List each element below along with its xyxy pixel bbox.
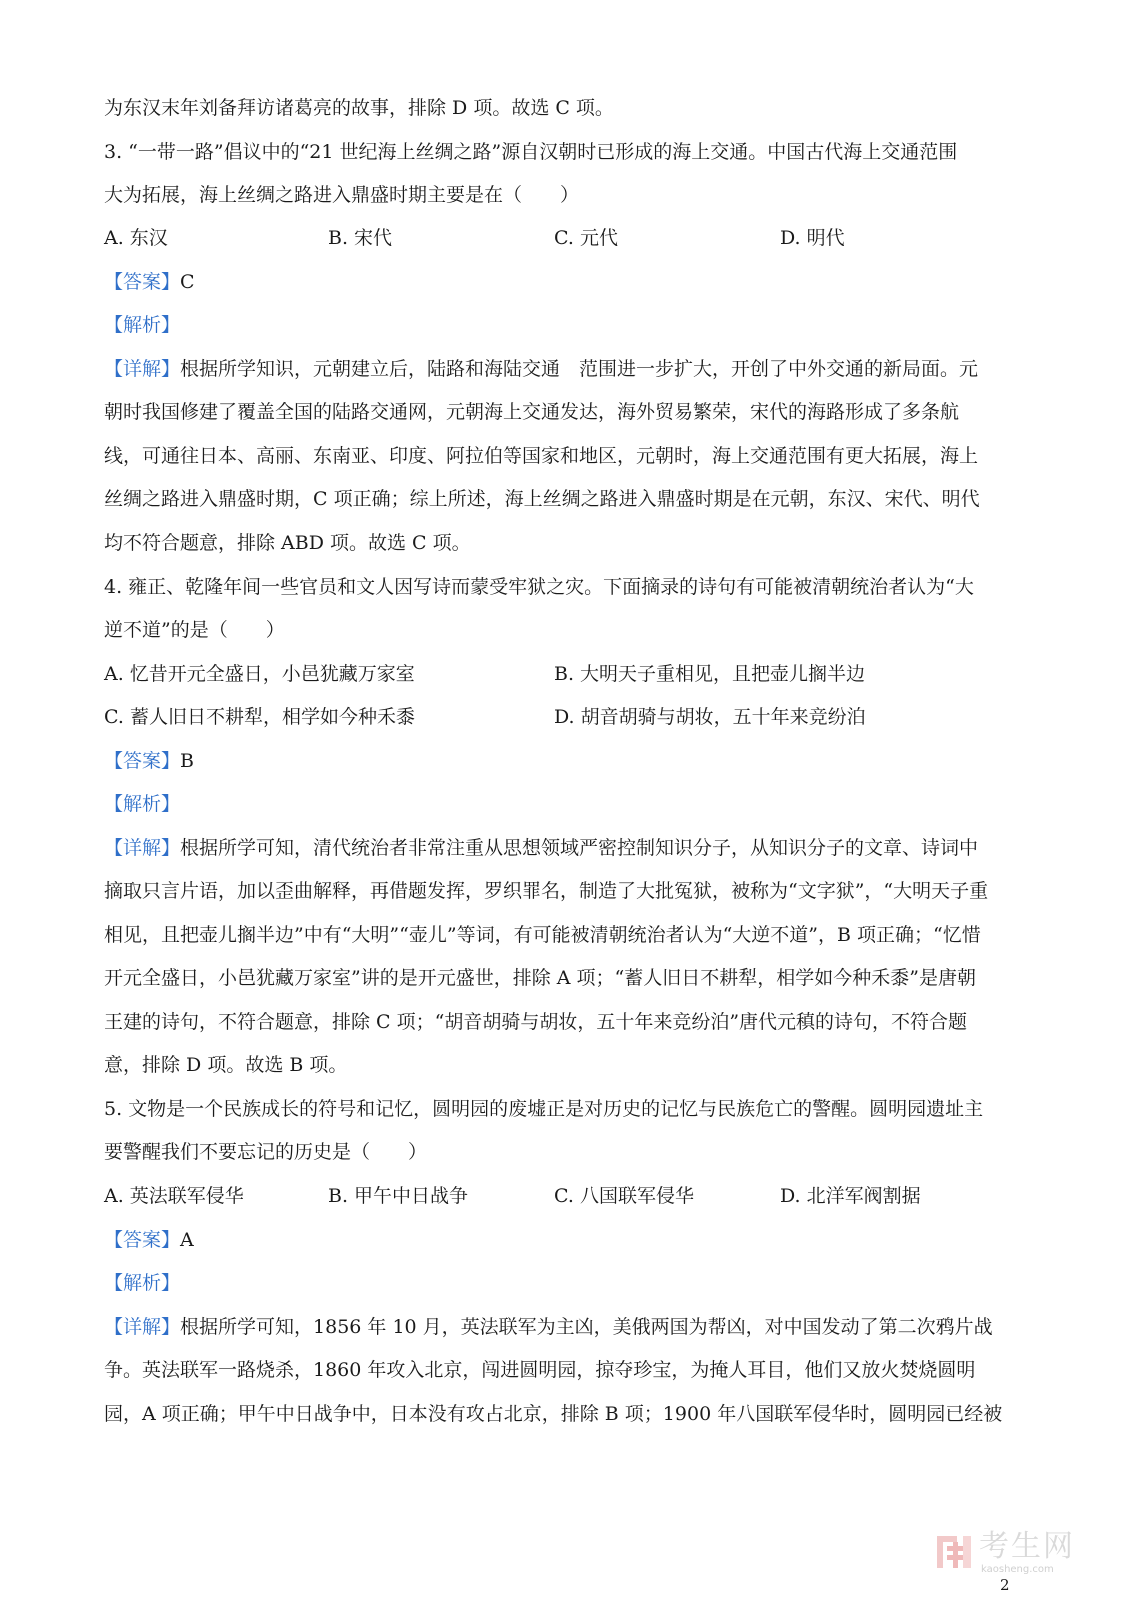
page-number: 2 — [1000, 1576, 1010, 1594]
detail-line: 园，A 项正确；甲午中日战争中，日本没有攻占北京，排除 B 项；1900 年八国联军侵华时，圆明园已经被 — [104, 1403, 1003, 1425]
q5-option-b: B. 甲午中日战争 — [328, 1185, 469, 1207]
question-5-stem: 要警醒我们不要忘记的历史是（ ） — [104, 1141, 428, 1163]
answer-value: A — [180, 1229, 194, 1251]
question-3-stem: 3. “一带一路”倡议中的“21 世纪海上丝绸之路”源自汉朝时已形成的海上交通。中国古代海上交通范围 — [104, 141, 958, 163]
answer-value: C — [180, 271, 195, 293]
question-4-stem: 4. 雍正、乾隆年间一些官员和文人因写诗而蒙受牢狱之灾。下面摘录的诗句有可能被清朝统治者认为“大 — [104, 576, 974, 598]
detail-line: 朝时我国修建了覆盖全国的陆路交通网，元朝海上交通发达，海外贸易繁荣，宋代的海路形成了多条航 — [104, 401, 960, 423]
detail-line: 丝绸之路进入鼎盛时期，C 项正确；综上所述，海上丝绸之路进入鼎盛时期是在元朝，东汉、宋代、明代 — [104, 488, 980, 510]
q3-option-d: D. 明代 — [780, 227, 845, 249]
answer-tag: 【答案】 — [104, 1229, 181, 1251]
analysis-tag: 【解析】 — [104, 1272, 181, 1294]
answer-tag: 【答案】 — [104, 271, 181, 293]
kaosheng-logo-icon — [935, 1532, 975, 1572]
answer-line — [104, 1228, 1024, 1252]
q5-option-a: A. 英法联军侵华 — [104, 1185, 244, 1207]
watermark-text: 考生网 — [979, 1529, 1075, 1564]
text-line: 为东汉末年刘备拜访诸葛亮的故事，排除 D 项。故选 C 项。 — [104, 97, 614, 119]
watermark — [935, 1530, 1085, 1578]
q4-option-a: A. 忆昔开元全盛日，小邑犹藏万家室 — [104, 663, 415, 685]
q5-option-c: C. 八国联军侵华 — [554, 1185, 694, 1207]
q5-option-d: D. 北洋军阀割据 — [780, 1185, 921, 1207]
detail-line: 相见，且把壶儿搁半边”中有“大明”“壶儿”等词，有可能被清朝统治者认为“大逆不道”，B 项正确；“忆惜 — [104, 924, 981, 946]
detail-line: 线，可通往日本、高丽、东南亚、印度、阿拉伯等国家和地区，元朝时，海上交通范围有更大拓展，海上 — [104, 445, 979, 467]
q3-option-b: B. 宋代 — [328, 227, 393, 249]
q4-option-c: C. 蓄人旧日不耕犁，相学如今种禾黍 — [104, 706, 415, 728]
detail-line: 王建的诗句，不符合题意，排除 C 项；“胡音胡骑与胡妆，五十年来竞纷泊”唐代元稹的诗句，不符合题 — [104, 1011, 968, 1033]
q3-option-a: A. 东汉 — [104, 227, 168, 249]
q3-option-c: C. 元代 — [554, 227, 618, 249]
answer-line — [104, 749, 1024, 773]
analysis-tag: 【解析】 — [104, 314, 181, 336]
q4-option-b: B. 大明天子重相见，且把壶儿搁半边 — [554, 663, 866, 685]
watermark-url: kaosheng.com — [981, 1564, 1054, 1575]
question-5-stem: 5. 文物是一个民族成长的符号和记忆，圆明园的废墟正是对历史的记忆与民族危亡的警醒。圆明园遗址主 — [104, 1098, 984, 1120]
detail-line: 开元全盛日，小邑犹藏万家室”讲的是开元盛世，排除 A 项；“蓄人旧日不耕犁，相学如今种禾黍”是唐朝 — [104, 967, 976, 989]
analysis-tag: 【解析】 — [104, 793, 181, 815]
question-4-stem: 逆不道”的是（ ） — [104, 619, 285, 641]
detail-line: 争。英法联军一路烧杀，1860 年攻入北京，闯进圆明园，掠夺珍宝，为掩人耳目，他们又放火焚烧圆明 — [104, 1359, 976, 1381]
question-3-stem: 大为拓展，海上丝绸之路进入鼎盛时期主要是在（ ） — [104, 184, 580, 206]
detail-line: 意，排除 D 项。故选 B 项。 — [104, 1054, 348, 1076]
answer-tag: 【答案】 — [104, 750, 181, 772]
q4-option-d: D. 胡音胡骑与胡妆，五十年来竞纷泊 — [554, 706, 866, 728]
detail-line: 【详解】根据所学可知，1856 年 10 月，英法联军为主凶，美俄两国为帮凶，对中国发动了第二次鸦片战 — [104, 1316, 993, 1338]
detail-line: 均不符合题意，排除 ABD 项。故选 C 项。 — [104, 532, 471, 554]
answer-value: B — [180, 750, 194, 772]
detail-line: 【详解】根据所学可知，清代统治者非常注重从思想领域严密控制知识分子，从知识分子的文章、诗词中 — [104, 837, 979, 859]
answer-line — [104, 270, 1024, 294]
detail-line: 摘取只言片语，加以歪曲解释，再借题发挥，罗织罪名，制造了大批冤狱，被称为“文字狱”，“大明天子重 — [104, 880, 989, 902]
detail-line: 【详解】根据所学知识，元朝建立后，陆路和海陆交通 范围进一步扩大，开创了中外交通的新局面。元 — [104, 358, 979, 380]
